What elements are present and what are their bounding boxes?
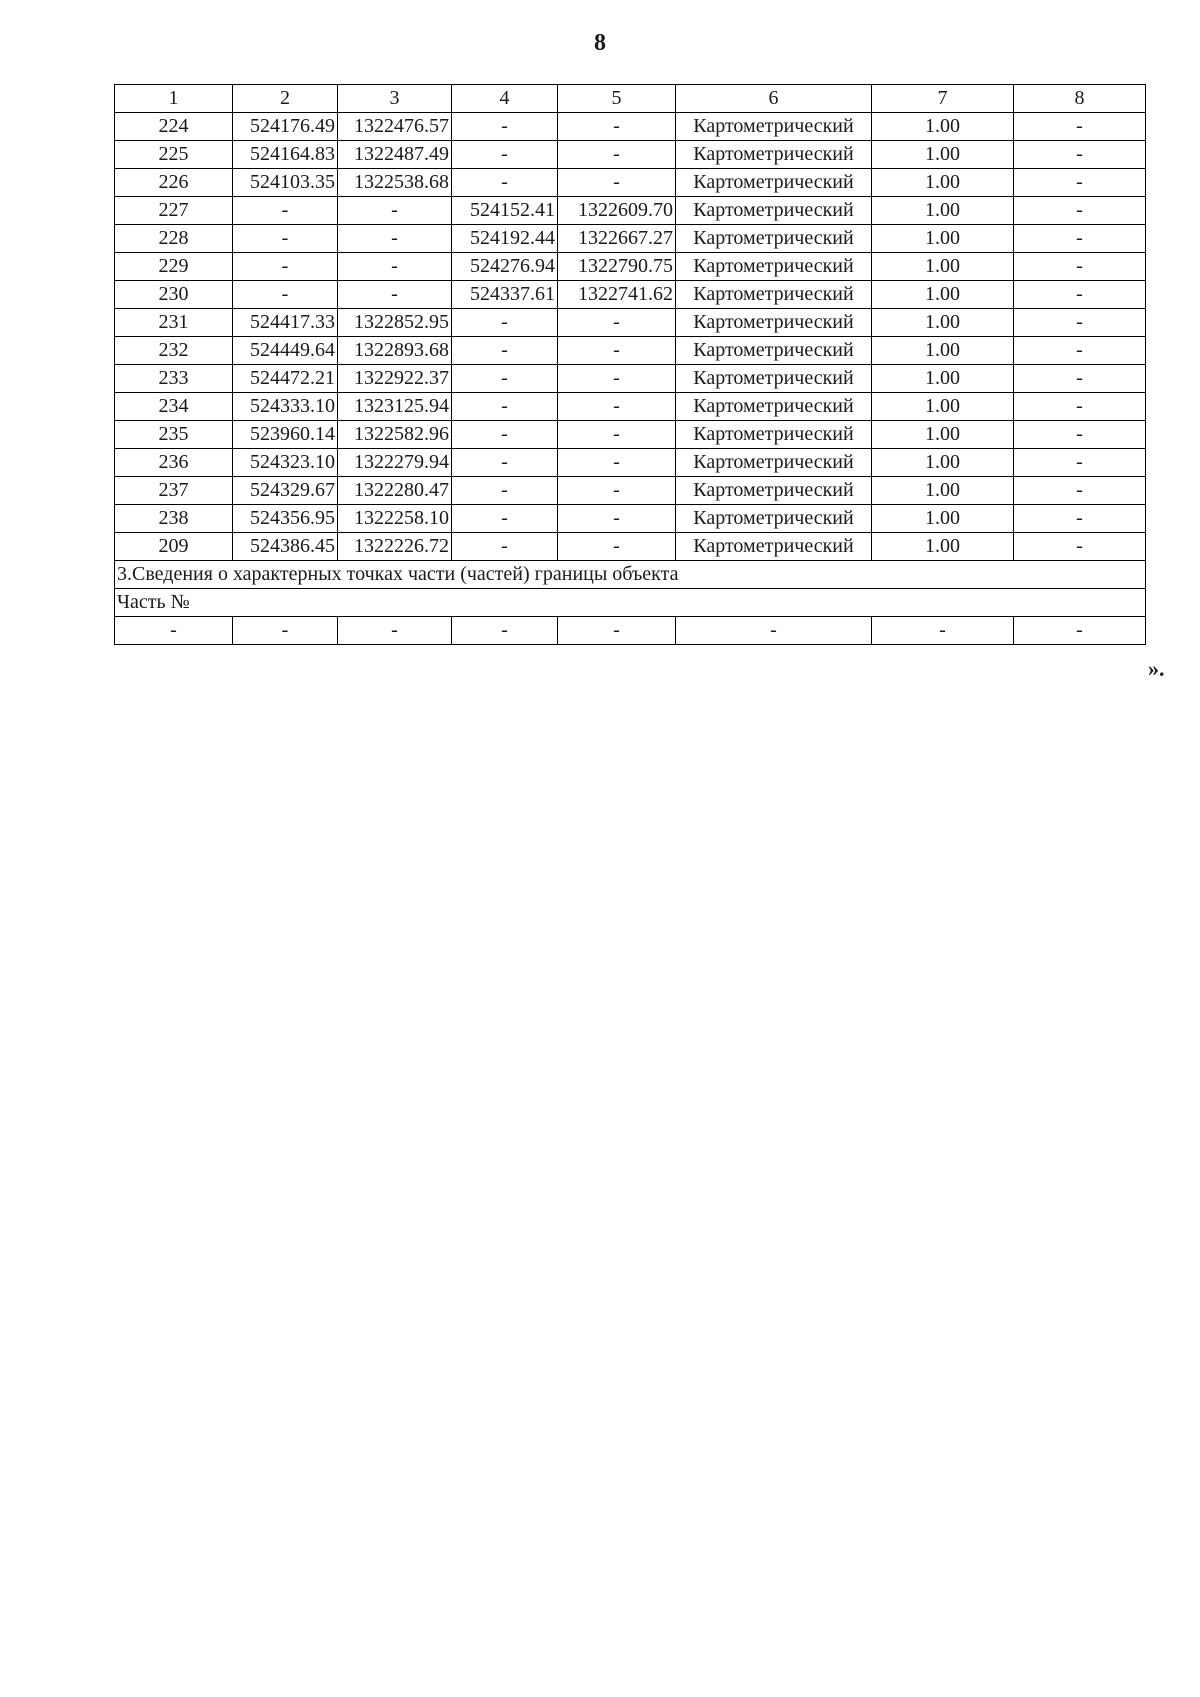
table-cell: - (233, 225, 338, 253)
table-cell: - (558, 113, 676, 141)
table-cell: 524164.83 (233, 141, 338, 169)
table-cell: Картометрический (676, 225, 872, 253)
table-cell: 524103.35 (233, 169, 338, 197)
table-row (115, 169, 1146, 197)
table-cell: 1322258.10 (338, 505, 452, 533)
table-cell: 1.00 (872, 365, 1014, 393)
table-cell: - (1014, 309, 1146, 337)
table-cell: - (1014, 169, 1146, 197)
table-cell: - (452, 449, 558, 477)
table-cell: 524323.10 (233, 449, 338, 477)
section-title-row (115, 561, 1146, 589)
table-cell: - (558, 141, 676, 169)
table-row (115, 477, 1146, 505)
table-cell: - (558, 393, 676, 421)
table-cell: - (872, 617, 1014, 645)
table-row (115, 449, 1146, 477)
table-row (115, 365, 1146, 393)
table-cell: 1.00 (872, 477, 1014, 505)
table-cell: Картометрический (676, 365, 872, 393)
table-body (115, 85, 1146, 645)
table-row (115, 533, 1146, 561)
table-cell: - (452, 365, 558, 393)
table-row (115, 421, 1146, 449)
table-cell: 1322476.57 (338, 113, 452, 141)
table-cell: 524192.44 (452, 225, 558, 253)
table-cell: Картометрический (676, 449, 872, 477)
table-cell: 224 (115, 113, 233, 141)
table-cell: - (338, 225, 452, 253)
part-label: Часть № (115, 589, 1146, 617)
table-cell: 1322741.62 (558, 281, 676, 309)
table-cell: 238 (115, 505, 233, 533)
table-cell: 1.00 (872, 281, 1014, 309)
page-number: 8 (594, 30, 606, 56)
table-cell: - (558, 477, 676, 505)
table-cell: - (1014, 197, 1146, 225)
table-cell: 1322538.68 (338, 169, 452, 197)
table-cell: 523960.14 (233, 421, 338, 449)
table-cell: 1.00 (872, 225, 1014, 253)
table-cell: - (452, 169, 558, 197)
table-cell: - (233, 253, 338, 281)
table-cell: - (338, 197, 452, 225)
table-cell: 231 (115, 309, 233, 337)
table-cell: - (558, 365, 676, 393)
table-cell: 524276.94 (452, 253, 558, 281)
table-cell: - (1014, 141, 1146, 169)
table-cell: Картометрический (676, 113, 872, 141)
table-cell: 1.00 (872, 141, 1014, 169)
table-cell: - (558, 169, 676, 197)
table-cell: 524449.64 (233, 337, 338, 365)
table-cell: 1.00 (872, 533, 1014, 561)
table-row (115, 113, 1146, 141)
table-cell: 524337.61 (452, 281, 558, 309)
table-cell: 1322667.27 (558, 225, 676, 253)
table-cell: 1322487.49 (338, 141, 452, 169)
table-cell: - (1014, 617, 1146, 645)
table-row (115, 281, 1146, 309)
table-cell: 1322790.75 (558, 253, 676, 281)
table-cell: - (1014, 505, 1146, 533)
table-cell: 1.00 (872, 393, 1014, 421)
table-cell: - (558, 421, 676, 449)
table-cell: - (1014, 533, 1146, 561)
table-cell: 1.00 (872, 253, 1014, 281)
table-cell: Картометрический (676, 141, 872, 169)
table-cell: 1322582.96 (338, 421, 452, 449)
table-cell: - (338, 281, 452, 309)
table-cell: 1.00 (872, 309, 1014, 337)
table-cell: - (452, 141, 558, 169)
table-cell: Картометрический (676, 477, 872, 505)
header-row (115, 85, 1146, 113)
table-cell: 1322893.68 (338, 337, 452, 365)
header-cell: 6 (676, 85, 872, 113)
table-cell: 1.00 (872, 337, 1014, 365)
table-cell: - (452, 505, 558, 533)
table-cell: Картометрический (676, 393, 872, 421)
table-cell: 1.00 (872, 449, 1014, 477)
table-cell: - (1014, 113, 1146, 141)
table-row (115, 505, 1146, 533)
table-cell: Картометрический (676, 337, 872, 365)
table-cell: 1322280.47 (338, 477, 452, 505)
table-row (115, 225, 1146, 253)
table-cell: Картометрический (676, 533, 872, 561)
header-cell: 8 (1014, 85, 1146, 113)
table-cell: 524417.33 (233, 309, 338, 337)
part-label-row (115, 589, 1146, 617)
table-row (115, 253, 1146, 281)
table-cell: - (452, 337, 558, 365)
table-cell: 1.00 (872, 421, 1014, 449)
table-cell: 232 (115, 337, 233, 365)
table-cell: - (676, 617, 872, 645)
table-cell: Картометрический (676, 169, 872, 197)
table-cell: - (558, 449, 676, 477)
table-cell: - (452, 617, 558, 645)
table-cell: 237 (115, 477, 233, 505)
table-cell: - (233, 617, 338, 645)
table-cell: - (452, 309, 558, 337)
table-cell: 1.00 (872, 505, 1014, 533)
table-cell: - (1014, 477, 1146, 505)
table-cell: - (338, 617, 452, 645)
table-cell: - (452, 393, 558, 421)
table-cell: 230 (115, 281, 233, 309)
table-cell: 1.00 (872, 113, 1014, 141)
table-cell: - (558, 505, 676, 533)
table-cell: - (1014, 365, 1146, 393)
header-cell: 4 (452, 85, 558, 113)
table-cell: - (558, 309, 676, 337)
table-cell: Картометрический (676, 421, 872, 449)
table-cell: 235 (115, 421, 233, 449)
table-cell: - (1014, 421, 1146, 449)
table-cell: 234 (115, 393, 233, 421)
table-cell: 1322922.37 (338, 365, 452, 393)
table-row (115, 197, 1146, 225)
coordinates-table (114, 84, 1146, 645)
table-cell: - (452, 477, 558, 505)
table-cell: Картометрический (676, 253, 872, 281)
table-cell: 1322609.70 (558, 197, 676, 225)
table-cell: - (233, 281, 338, 309)
table-cell: 226 (115, 169, 233, 197)
table-cell: - (233, 197, 338, 225)
table-cell: - (115, 617, 233, 645)
table-cell: Картометрический (676, 197, 872, 225)
table-cell: 209 (115, 533, 233, 561)
table-cell: 1323125.94 (338, 393, 452, 421)
table-cell: 524356.95 (233, 505, 338, 533)
empty-part-row (115, 617, 1146, 645)
table-cell: 1322279.94 (338, 449, 452, 477)
table-cell: - (558, 533, 676, 561)
header-cell: 2 (233, 85, 338, 113)
header-cell: 1 (115, 85, 233, 113)
table-cell: 524386.45 (233, 533, 338, 561)
closing-quote-mark: ». (1148, 656, 1165, 681)
table-cell: 1.00 (872, 197, 1014, 225)
table-row (115, 141, 1146, 169)
table-cell: - (558, 337, 676, 365)
table-cell: 524152.41 (452, 197, 558, 225)
table-cell: Картометрический (676, 281, 872, 309)
table-cell: - (452, 533, 558, 561)
table-cell: 225 (115, 141, 233, 169)
table-cell: 233 (115, 365, 233, 393)
table-cell: 236 (115, 449, 233, 477)
table-cell: 1.00 (872, 169, 1014, 197)
table-cell: Картометрический (676, 505, 872, 533)
section-title: 3.Сведения о характерных точках части (частей) границы объекта (115, 561, 1146, 589)
table-cell: - (452, 421, 558, 449)
table-cell: - (1014, 449, 1146, 477)
table-cell: - (1014, 393, 1146, 421)
header-cell: 3 (338, 85, 452, 113)
table-cell: 228 (115, 225, 233, 253)
table-cell: 524329.67 (233, 477, 338, 505)
table-cell: Картометрический (676, 309, 872, 337)
table-cell: - (1014, 337, 1146, 365)
table-row (115, 393, 1146, 421)
table-row (115, 337, 1146, 365)
table-cell: 524472.21 (233, 365, 338, 393)
header-cell: 5 (558, 85, 676, 113)
table-cell: 524176.49 (233, 113, 338, 141)
table-cell: 1322852.95 (338, 309, 452, 337)
table-cell: 229 (115, 253, 233, 281)
table-cell: - (558, 617, 676, 645)
table-cell: 227 (115, 197, 233, 225)
table-cell: - (1014, 253, 1146, 281)
table-cell: - (338, 253, 452, 281)
table-row (115, 309, 1146, 337)
table-cell: 1322226.72 (338, 533, 452, 561)
table-cell: - (1014, 281, 1146, 309)
table-cell: - (452, 113, 558, 141)
table-container (114, 84, 1146, 645)
table-cell: 524333.10 (233, 393, 338, 421)
header-cell: 7 (872, 85, 1014, 113)
table-cell: - (1014, 225, 1146, 253)
